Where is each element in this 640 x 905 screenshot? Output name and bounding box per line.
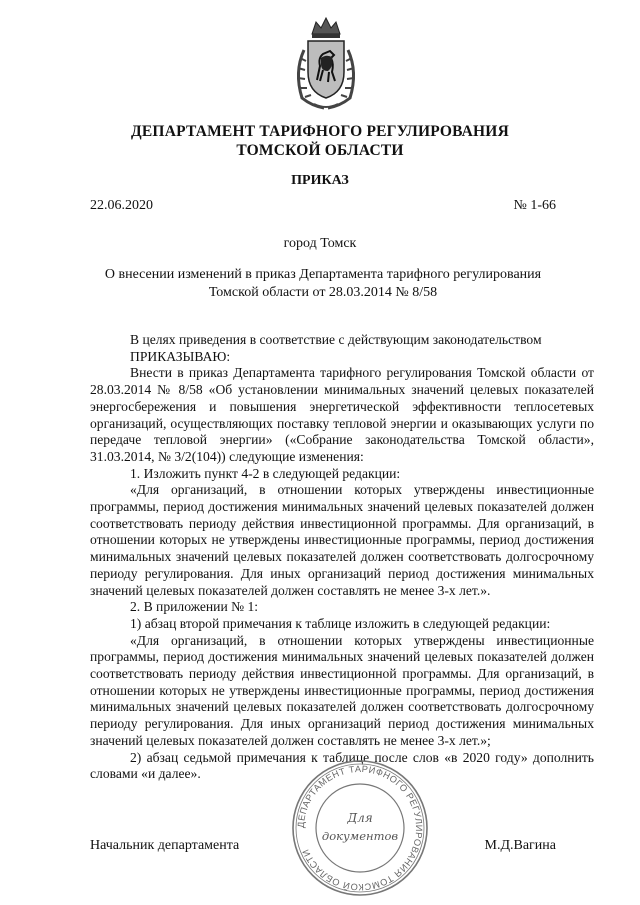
organization-name-line2: ТОМСКОЙ ОБЛАСТИ bbox=[236, 142, 404, 159]
document-type: ПРИКАЗ bbox=[291, 173, 349, 188]
order-date: 22.06.2020 bbox=[90, 198, 153, 213]
paragraph: ПРИКАЗЫВАЮ: bbox=[130, 348, 231, 364]
paragraph: 2. В приложении № 1: bbox=[130, 599, 259, 615]
stamp-ring-text: ДЕПАРТАМЕНТ ТАРИФНОГО РЕГУЛИРОВАНИЯ ТОМСКОЙ ОБЛАСТИ bbox=[295, 763, 425, 893]
stamp-center-line1: Для bbox=[347, 811, 373, 825]
svg-text:ДЕПАРТАМЕНТ ТАРИФНОГО РЕГУЛИРО bbox=[296, 764, 424, 892]
organization-name-line1: ДЕПАРТАМЕНТ ТАРИФНОГО РЕГУЛИРОВАНИЯ bbox=[131, 123, 509, 140]
signatory-name: М.Д.Вагина bbox=[484, 838, 556, 853]
order-subject: О внесении изменений в приказ Департамента тарифного регулирования Томской области от 28.03.2014 № 8/58 bbox=[104, 267, 542, 300]
tomsk-region-coat-of-arms-icon bbox=[290, 14, 362, 112]
paragraph: 1) абзац второй примечания к таблице изложить в следующей редакции: bbox=[130, 615, 551, 631]
paragraph: 1. Изложить пункт 4-2 в следующей редакции: bbox=[130, 465, 401, 481]
paragraph: В целях приведения в соответствие с действующим законодательством bbox=[130, 332, 542, 347]
paragraph: «Для организаций, в отношении которых утверждены инвестиционные программы, период достижения минимальных значений целевых показателей должен соответствовать периоду действия инвестиционной программы. Для организаций, в отношении которых не утверждены инвестиционные программы, период достижения минимальных значений целевых показателей должен соответствовать долгосрочному периоду регулирования. Для иных организаций период достижения минимальных значений целевых показателей должен составлять не менее 3-х лет.». bbox=[90, 482, 594, 598]
paragraph: 2) абзац седьмой примечания к таблице после слов «в 2020 году» дополнить словами «и далее». bbox=[90, 749, 594, 782]
city: город Томск bbox=[283, 236, 357, 251]
official-stamp bbox=[290, 758, 430, 898]
paragraph: «Для организаций, в отношении которых утверждены инвестиционные программы, период достижения минимальных значений целевых показателей должен соответствовать периоду действия инвестиционной программы. Для организаций, в отношении которых не утверждены инвестиционные программы, период достижения минимальных значений целевых показателей должен соответствовать долгосрочному периоду регулирования. Для иных организаций период достижения минимальных значений целевых показателей должен составлять не менее 3-х лет.»; bbox=[90, 632, 594, 748]
order-number: № 1-66 bbox=[513, 198, 556, 213]
stamp-center-line2: документов bbox=[321, 829, 399, 843]
paragraph: Внести в приказ Департамента тарифного регулирования Томской области от 28.03.2014 № 8/58 «Об установлении минимальных значений целевых показателей энергосбережения и повышения энергетической эффективности теплосетевых организаций, осуществляющих поставку тепловой энергии и оказывающих услуги по передаче тепловой энергии» («Собрание законодательства Томской области», 31.03.2014, № 3/2(104)) следующие изменения: bbox=[90, 365, 594, 464]
order-body bbox=[90, 332, 594, 783]
signatory-position: Начальник департамента bbox=[90, 838, 240, 853]
